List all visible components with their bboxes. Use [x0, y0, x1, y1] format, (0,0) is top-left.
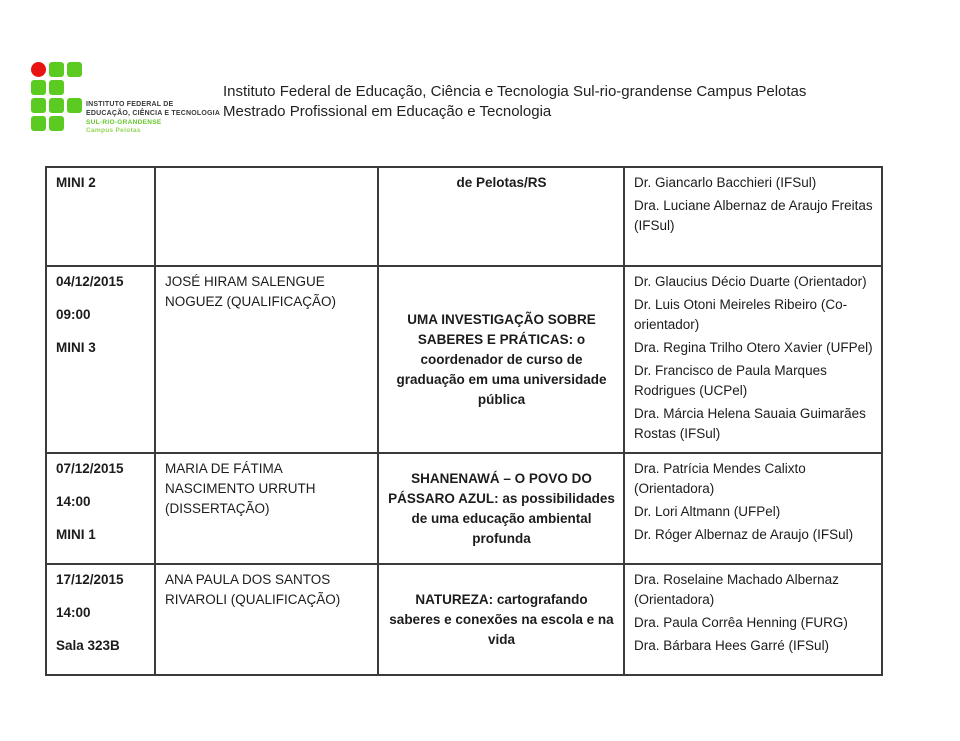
schedule-date: 17/12/2015	[56, 572, 124, 587]
schedule-time: 09:00	[56, 307, 91, 322]
schedule-room: MINI 2	[56, 175, 96, 190]
table-row	[46, 266, 882, 453]
schedule-date: 07/12/2015	[56, 461, 124, 476]
logo-wordmark	[86, 101, 220, 135]
table-row	[46, 167, 882, 266]
defense-schedule-table	[45, 166, 883, 676]
logo-square-icon	[49, 116, 64, 131]
logo-dot-icon	[31, 62, 46, 77]
committee-member: Dra. Márcia Helena Sauaia Guimarães Rostas (IFSul)	[634, 406, 866, 441]
logo-org-line2: EDUCAÇÃO, CIÊNCIA E TECNOLOGIA	[86, 109, 221, 117]
schedule-time: 14:00	[56, 605, 91, 620]
candidate-cell	[155, 453, 378, 564]
title-cell	[378, 167, 624, 266]
committee-member: Dr. Luis Otoni Meireles Ribeiro (Co-orientador)	[634, 297, 848, 332]
committee-member: Dra. Patrícia Mendes Calixto (Orientadora)	[634, 461, 806, 496]
logo-campus: Campus Pelotas	[86, 126, 141, 134]
logo-square-icon	[31, 98, 46, 113]
schedule-cell	[46, 167, 155, 266]
title-cell	[378, 266, 624, 453]
candidate-name: ANA PAULA DOS SANTOS RIVAROLI (QUALIFICAÇÃO)	[165, 572, 341, 607]
document-header	[223, 82, 806, 122]
title-cell	[378, 564, 624, 675]
logo-square-icon	[31, 80, 46, 95]
schedule-time: 14:00	[56, 494, 91, 509]
table-row	[46, 564, 882, 675]
logo-square-icon	[67, 62, 82, 77]
committee-member: Dra. Regina Trilho Otero Xavier (UFPel)	[634, 340, 873, 355]
org-name: Instituto Federal de Educação, Ciência e Tecnologia Sul-rio-grandense Campus Pelotas	[223, 83, 807, 100]
work-title: UMA INVESTIGAÇÃO SOBRE SABERES E PRÁTICAS: o coordenador de curso de graduação em uma universidade pública	[396, 311, 607, 407]
committee-member: Dra. Roselaine Machado Albernaz (Orientadora)	[634, 572, 839, 607]
logo-spacer	[67, 116, 82, 131]
title-cell	[378, 453, 624, 564]
logo-org-line1: INSTITUTO FEDERAL DE	[86, 101, 174, 108]
work-title: NATUREZA: cartografando saberes e conexões na escola e na vida	[389, 591, 614, 647]
logo-spacer	[67, 80, 82, 95]
committee-member: Dr. Róger Albernaz de Araujo (IFSul)	[634, 527, 854, 542]
committee-member: Dr. Francisco de Paula Marques Rodrigues (UCPel)	[634, 363, 827, 398]
schedule-room: MINI 1	[56, 527, 96, 542]
schedule-date: 04/12/2015	[56, 274, 124, 289]
schedule-cell	[46, 453, 155, 564]
committee-cell	[624, 564, 882, 675]
candidate-cell	[155, 564, 378, 675]
schedule-cell	[46, 266, 155, 453]
logo-square-icon	[49, 98, 64, 113]
logo-square-icon	[49, 62, 64, 77]
work-title: de Pelotas/RS	[456, 175, 547, 190]
schedule-room: MINI 3	[56, 340, 96, 355]
schedule-cell	[46, 564, 155, 675]
committee-member: Dra. Paula Corrêa Henning (FURG)	[634, 615, 848, 630]
ifsul-logo-mark-icon	[31, 62, 82, 131]
committee-cell	[624, 453, 882, 564]
committee-member: Dra. Luciane Albernaz de Araujo Freitas (IFSul)	[634, 198, 873, 233]
committee-cell	[624, 266, 882, 453]
logo-region: SUL-RIO-GRANDENSE	[86, 118, 162, 126]
committee-member: Dr. Giancarlo Bacchieri (IFSul)	[634, 175, 817, 190]
program-name: Mestrado Profissional em Educação e Tecnologia	[223, 103, 552, 120]
committee-member: Dra. Bárbara Hees Garré (IFSul)	[634, 638, 830, 653]
committee-member: Dr. Glaucius Décio Duarte (Orientador)	[634, 274, 867, 289]
candidate-cell	[155, 167, 378, 266]
candidate-cell	[155, 266, 378, 453]
committee-cell	[624, 167, 882, 266]
logo-square-icon	[31, 116, 46, 131]
committee-member: Dr. Lori Altmann (UFPel)	[634, 504, 781, 519]
candidate-name: JOSÉ HIRAM SALENGUE NOGUEZ (QUALIFICAÇÃO)	[165, 274, 337, 309]
candidate-name: MARIA DE FÁTIMA NASCIMENTO URRUTH (DISSERTAÇÃO)	[165, 461, 316, 516]
logo-square-icon	[67, 98, 82, 113]
work-title: SHANENAWÁ – O POVO DO PÁSSARO AZUL: as possibilidades de uma educação ambiental profunda	[388, 470, 615, 546]
schedule-room: Sala 323B	[56, 638, 120, 653]
table-row	[46, 453, 882, 564]
logo-square-icon	[49, 80, 64, 95]
